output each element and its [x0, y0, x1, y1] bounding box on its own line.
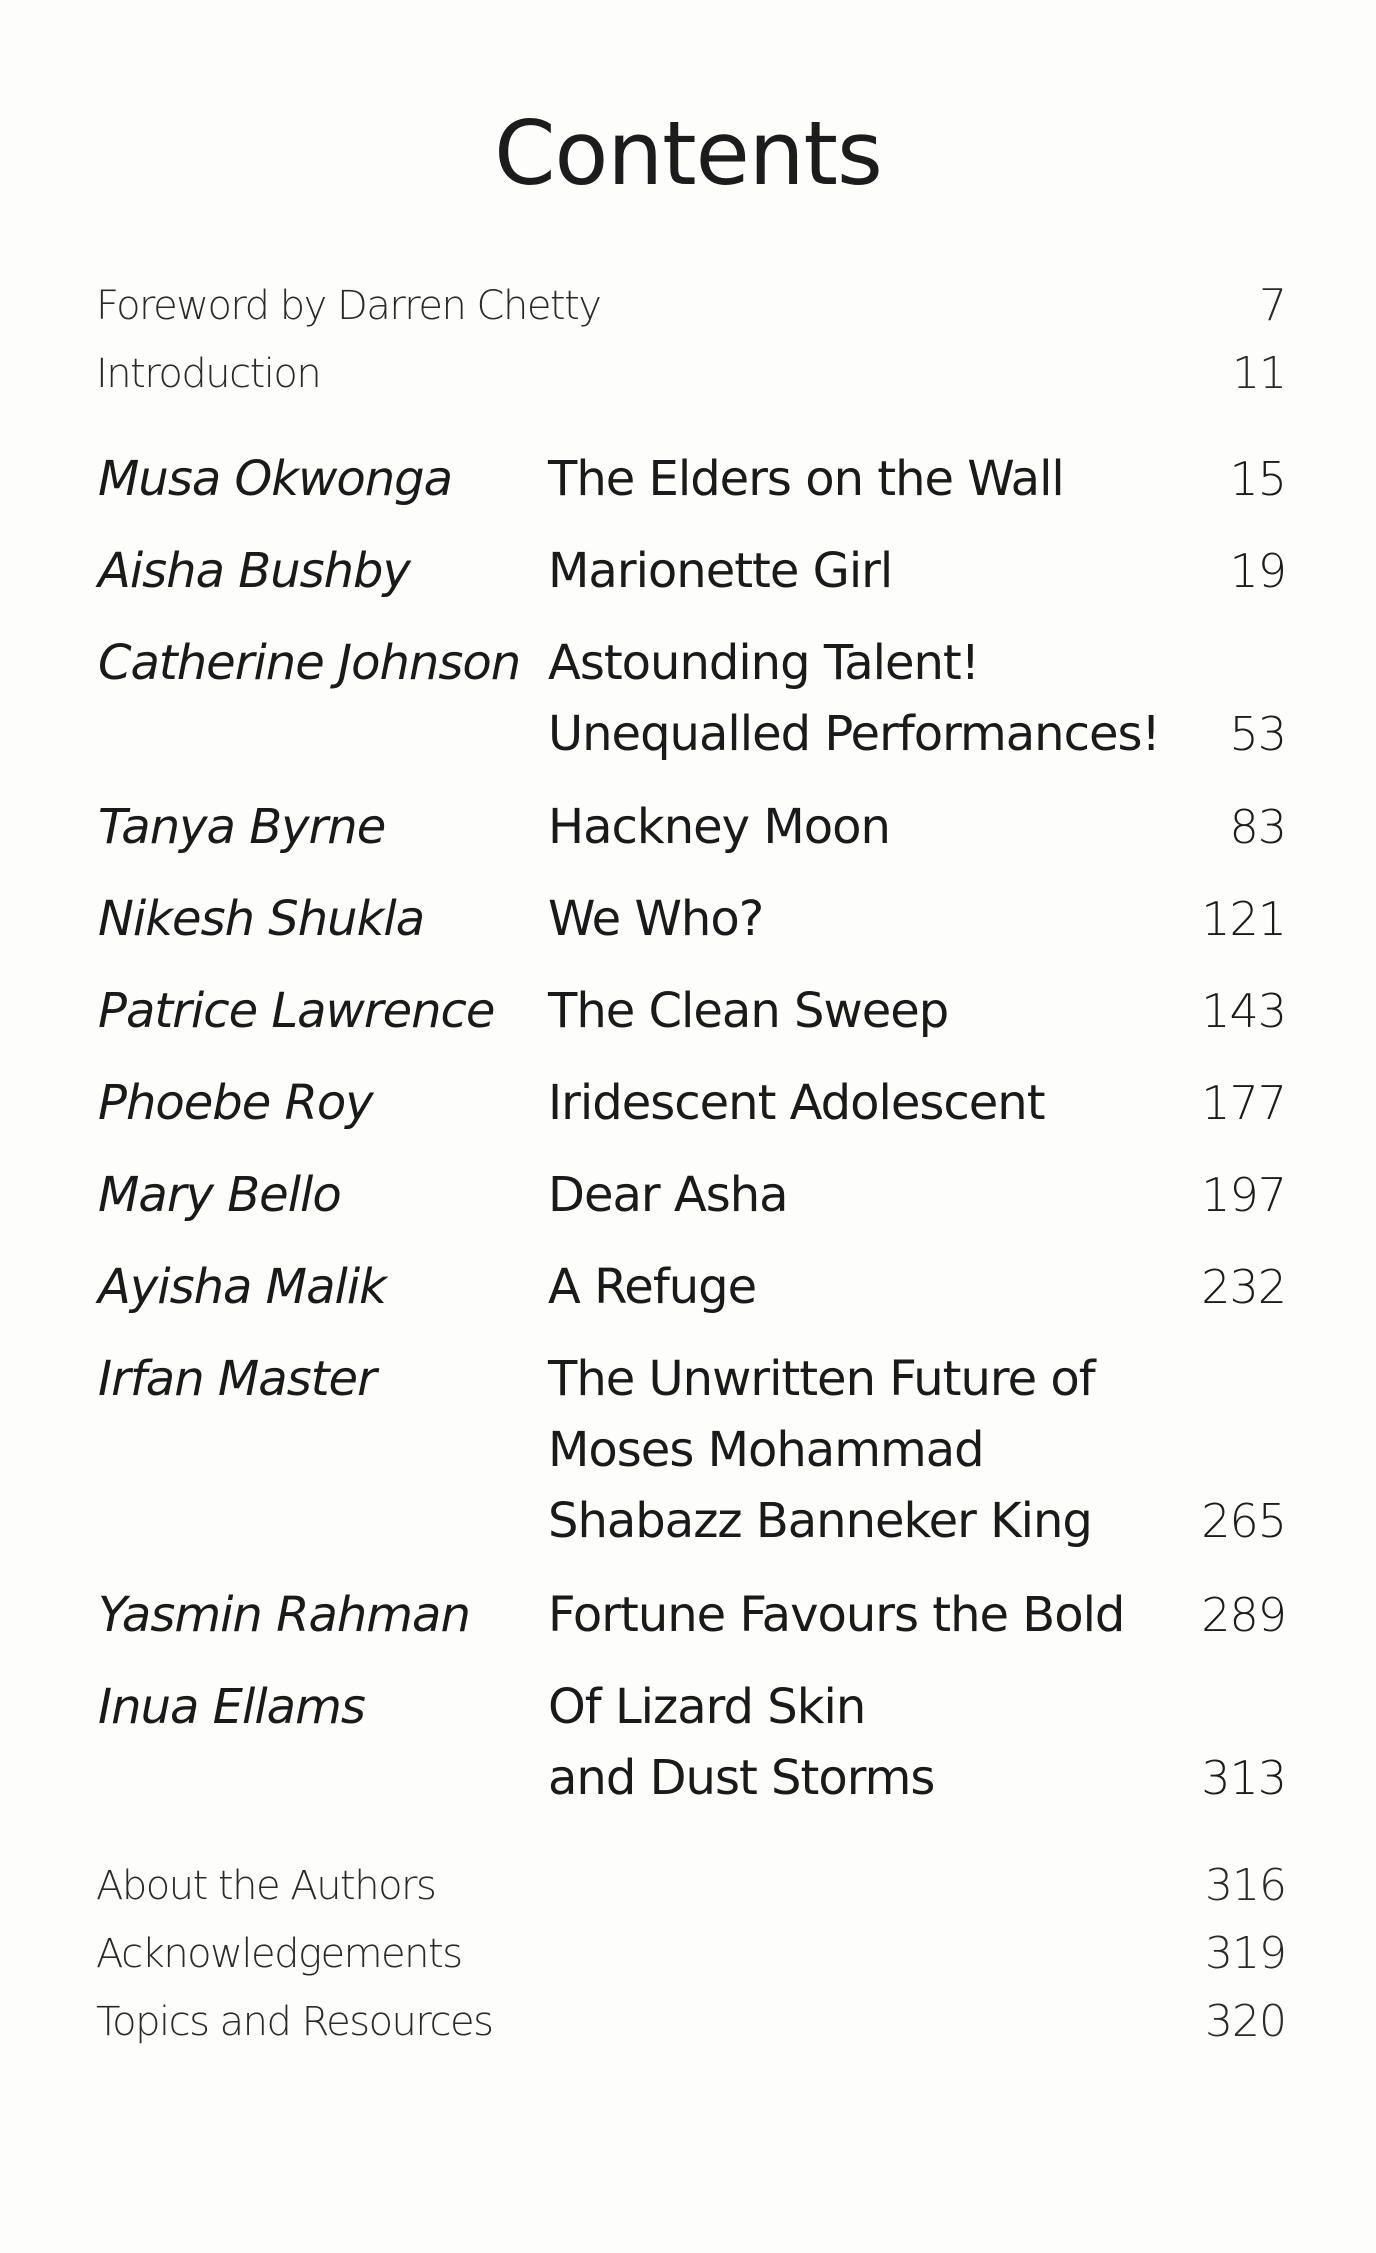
- story-title: [548, 1068, 1045, 1139]
- story-author: Mary Bello: [98, 1167, 341, 1223]
- story-author: Aisha Bushby: [98, 543, 410, 599]
- page-number: 289: [1201, 1588, 1286, 1642]
- story-title-line: Shabazz Banneker King: [548, 1493, 1092, 1549]
- story-title-line: Dear Asha: [548, 1167, 788, 1223]
- page-number: 232: [1201, 1260, 1286, 1314]
- story-title-line: The Clean Sweep: [548, 983, 949, 1039]
- story-title: [548, 444, 1064, 515]
- story-title-line: Of Lizard Skin: [548, 1679, 866, 1735]
- entry-label: Foreword by Darren Chetty: [96, 283, 601, 329]
- page-number: 83: [1229, 800, 1286, 854]
- story-title: [548, 1672, 934, 1814]
- story-author: Irfan Master: [98, 1351, 376, 1407]
- story-title-line: Fortune Favours the Bold: [548, 1587, 1125, 1643]
- entry-label: Acknowledgements: [96, 1931, 462, 1977]
- page-number: 177: [1201, 1076, 1286, 1130]
- story-title: [548, 1580, 1124, 1651]
- story-author: Inua Ellams: [98, 1679, 365, 1735]
- story-title: [548, 884, 763, 955]
- story-author: Ayisha Malik: [98, 1259, 386, 1315]
- page-number: 19: [1229, 544, 1286, 598]
- page-title: Contents: [494, 102, 882, 205]
- story-title-line: Marionette Girl: [548, 543, 893, 599]
- story-title: [548, 1344, 1095, 1557]
- page-number: 320: [1205, 1996, 1286, 2047]
- page-number: 15: [1229, 452, 1286, 506]
- story-title-line: A Refuge: [548, 1259, 757, 1315]
- page-number: 121: [1201, 892, 1286, 946]
- story-author: Nikesh Shukla: [98, 891, 425, 947]
- story-title-line: The Unwritten Future of: [548, 1351, 1095, 1407]
- page-number: 313: [1201, 1751, 1286, 1805]
- story-author: Yasmin Rahman: [98, 1587, 470, 1643]
- page-number: 197: [1201, 1168, 1286, 1222]
- story-author: Phoebe Roy: [98, 1075, 373, 1131]
- story-title-line: and Dust Storms: [548, 1750, 935, 1806]
- story-author: Tanya Byrne: [98, 799, 386, 855]
- story-author: Patrice Lawrence: [98, 983, 495, 1039]
- story-title-line: Hackney Moon: [548, 799, 890, 855]
- page-number: 11: [1232, 348, 1286, 399]
- page-number: 319: [1205, 1928, 1286, 1979]
- page-number: 7: [1259, 280, 1286, 331]
- story-title-line: Unequalled Performances!: [548, 706, 1160, 762]
- story-title-line: We Who?: [548, 891, 764, 947]
- story-title: [548, 976, 948, 1047]
- story-title-line: Moses Mohammad: [548, 1422, 984, 1478]
- page-number: 265: [1201, 1494, 1286, 1548]
- page-number: 316: [1205, 1860, 1286, 1911]
- page-number: 53: [1229, 707, 1286, 761]
- story-title: [548, 628, 1160, 770]
- entry-label: About the Authors: [96, 1863, 436, 1909]
- entry-label: Introduction: [96, 351, 321, 397]
- story-title: [548, 1160, 788, 1231]
- story-title-line: Iridescent Adolescent: [548, 1075, 1045, 1131]
- story-author: Musa Okwonga: [98, 451, 453, 507]
- page-number: 143: [1201, 984, 1286, 1038]
- entry-label: Topics and Resources: [96, 1999, 493, 2045]
- story-title: [548, 536, 892, 607]
- story-title: [548, 792, 890, 863]
- story-title-line: Astounding Talent!: [548, 635, 979, 691]
- story-title-line: The Elders on the Wall: [548, 451, 1064, 507]
- story-author: Catherine Johnson: [98, 635, 521, 691]
- story-title: [548, 1252, 756, 1323]
